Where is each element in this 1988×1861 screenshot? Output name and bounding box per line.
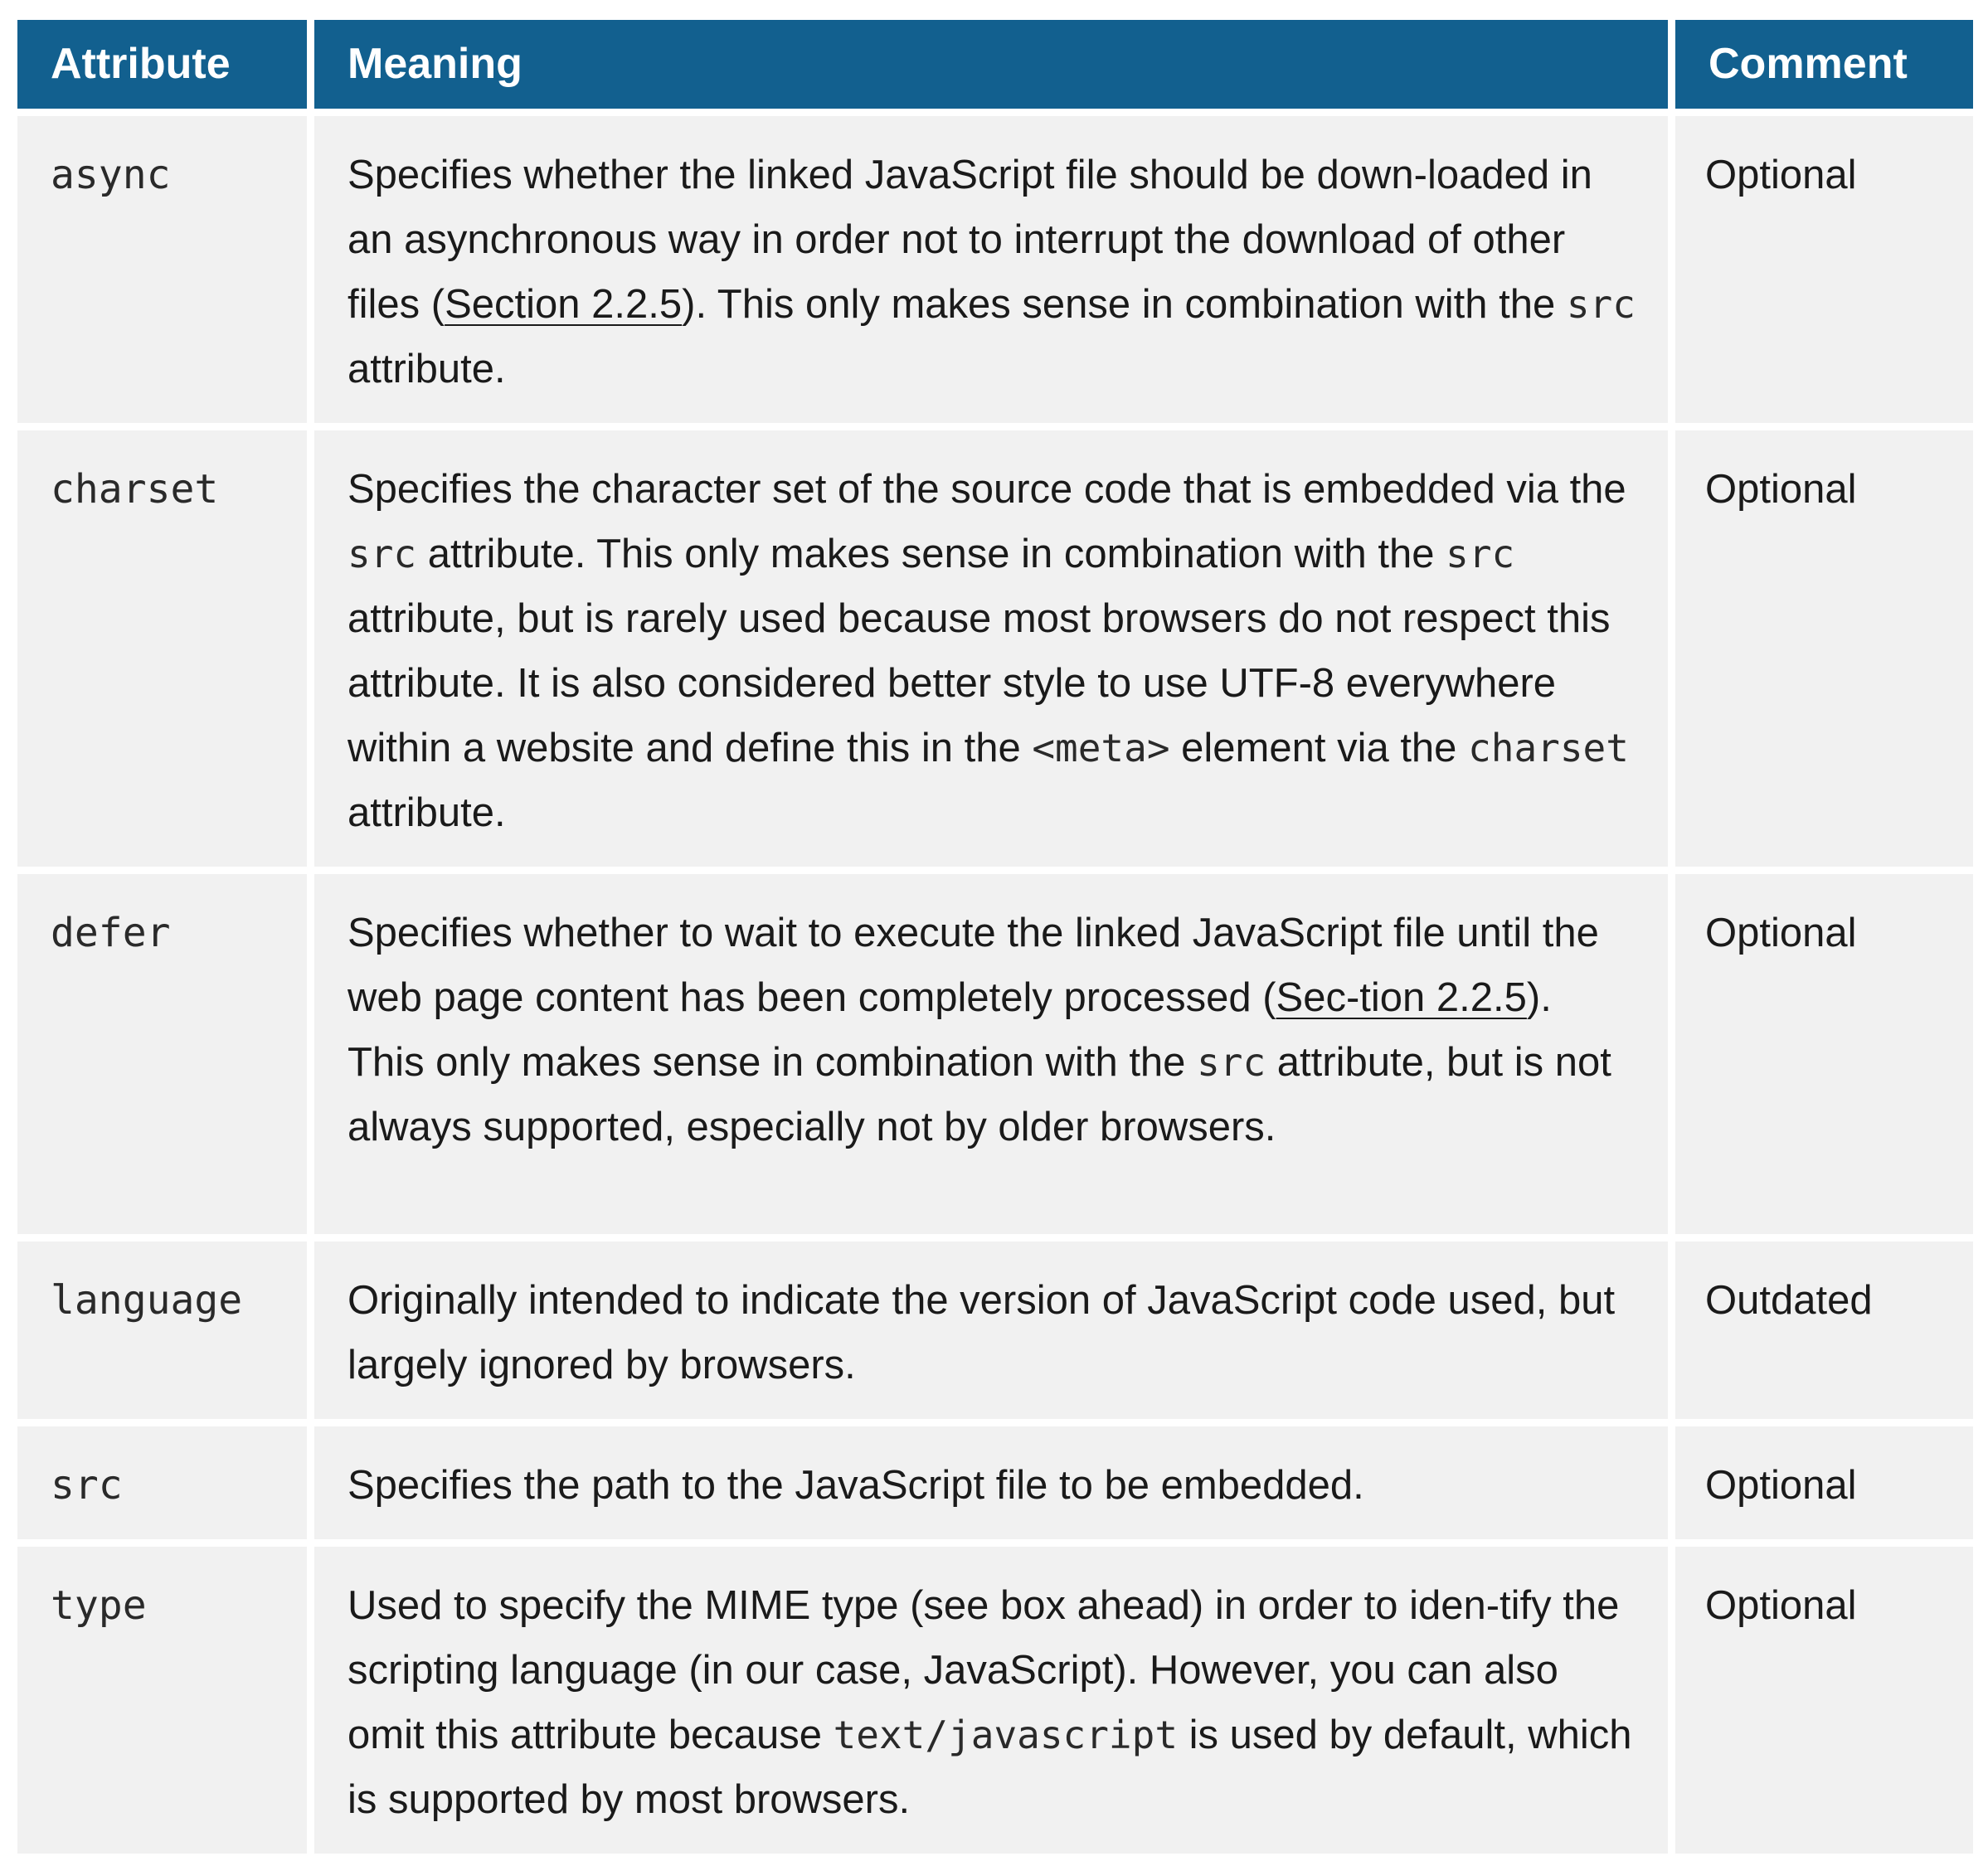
script-attributes-table: [10, 12, 1981, 1861]
table-row: [17, 430, 1973, 867]
inline-code: src: [1197, 1040, 1266, 1085]
attribute-cell: type: [17, 1547, 307, 1854]
inline-code: src: [1446, 532, 1515, 576]
meaning-text: is used by default, which is supported by most browsers.: [348, 1713, 1632, 1822]
meaning-cell: [314, 1547, 1668, 1854]
attributes-table-container: [17, 20, 1973, 1854]
meaning-text: Specifies the path to the JavaScript file to be embedded.: [348, 1463, 1364, 1508]
meaning-text: ). This only makes sense in combination with the: [682, 282, 1567, 327]
comment-cell: Optional: [1675, 1547, 1973, 1854]
meaning-cell: [314, 430, 1668, 867]
meaning-text: attribute. This only makes sense in combination with the: [416, 532, 1446, 576]
meaning-cell: [314, 1426, 1668, 1539]
section-reference-link[interactable]: Sec-tion 2.2.5: [1276, 975, 1527, 1020]
attribute-cell: src: [17, 1426, 307, 1539]
meaning-text: Originally intended to indicate the version of JavaScript code used, but largely ignored by browsers.: [348, 1278, 1616, 1387]
inline-code: src: [348, 532, 417, 576]
table-body: [17, 116, 1973, 1854]
meaning-text: ). This only makes sense in combination with the: [348, 975, 1552, 1085]
meaning-text: Used to specify the MIME type (see box ahead) in order to iden-tify the scripting language (in our case, JavaScript). However, you can also omit this attribute because: [348, 1583, 1620, 1757]
header-attribute: Attribute: [17, 20, 307, 109]
header-comment: Comment: [1675, 20, 1973, 109]
meaning-text: attribute, but is not always supported, especially not by older browsers.: [348, 1040, 1611, 1149]
comment-cell: Optional: [1675, 430, 1973, 867]
meaning-text: element via the: [1169, 726, 1469, 770]
meaning-text: Specifies whether the linked JavaScript file should be down-loaded in an asynchronous way in order not to interrupt the download of other files (: [348, 153, 1592, 327]
meaning-text: attribute.: [348, 790, 506, 835]
attribute-cell: charset: [17, 430, 307, 867]
table-row: [17, 116, 1973, 423]
inline-code: src: [1566, 282, 1636, 327]
attribute-cell: async: [17, 116, 307, 423]
inline-code: charset: [1468, 726, 1629, 770]
meaning-text: Specifies whether to wait to execute the linked JavaScript file until the web page content has been completely processed (: [348, 911, 1599, 1020]
table-row: [17, 1426, 1973, 1539]
table-header-row: [17, 20, 1973, 109]
table-row: [17, 1241, 1973, 1419]
meaning-cell: [314, 1241, 1668, 1419]
comment-cell: Optional: [1675, 874, 1973, 1234]
section-reference-link[interactable]: Section 2.2.5: [445, 282, 683, 327]
comment-cell: Outdated: [1675, 1241, 1973, 1419]
meaning-text: Specifies the character set of the source code that is embedded via the: [348, 467, 1626, 512]
meaning-cell: [314, 874, 1668, 1234]
comment-cell: Optional: [1675, 1426, 1973, 1539]
table-row: [17, 874, 1973, 1234]
inline-code: text/javascript: [833, 1713, 1179, 1757]
attribute-cell: language: [17, 1241, 307, 1419]
meaning-text: attribute, but is rarely used because most browsers do not respect this attribute. It is also considered better style to use UTF-8 everywhere within a website and define this in the: [348, 596, 1611, 770]
inline-code: <meta>: [1032, 726, 1170, 770]
attribute-cell: defer: [17, 874, 307, 1234]
meaning-cell: [314, 116, 1668, 423]
header-meaning: Meaning: [314, 20, 1668, 109]
table-row: [17, 1547, 1973, 1854]
comment-cell: Optional: [1675, 116, 1973, 423]
meaning-text: attribute.: [348, 347, 506, 391]
